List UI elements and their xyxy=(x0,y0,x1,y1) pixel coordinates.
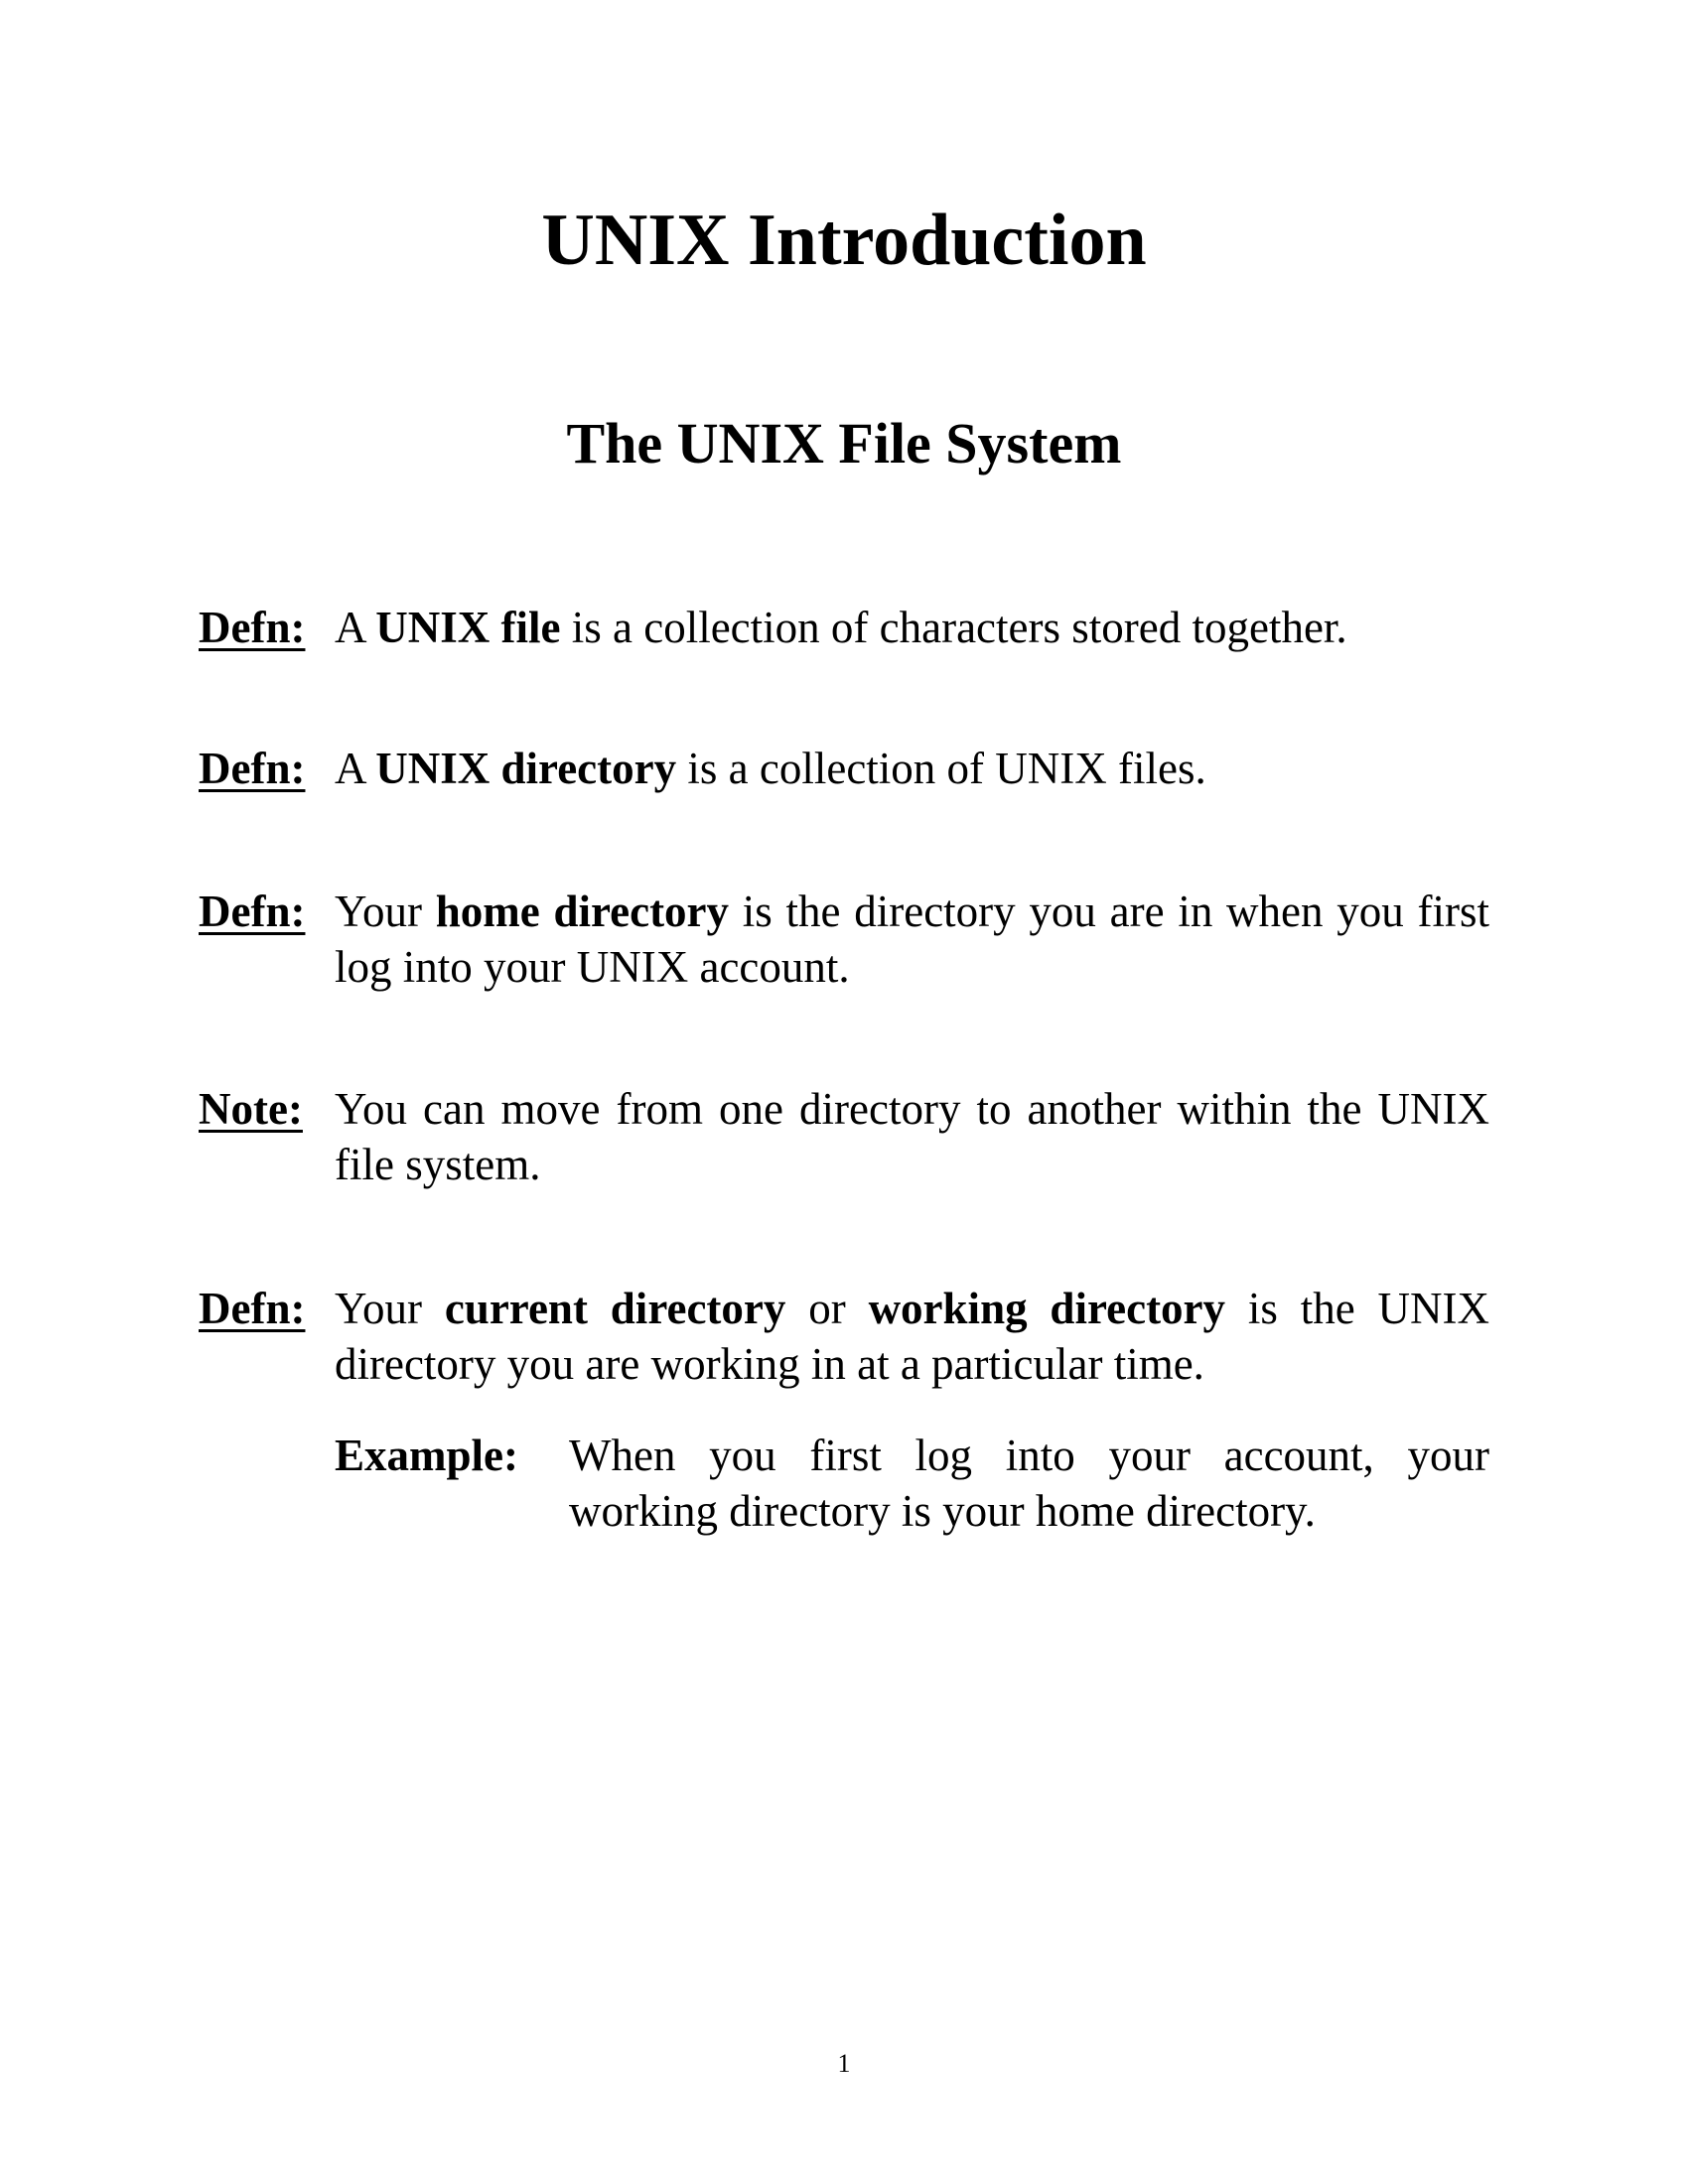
example-label: Example: xyxy=(335,1431,518,1480)
term-working-directory: working directory xyxy=(868,1284,1226,1333)
definition-current-directory xyxy=(199,1281,1489,1392)
entry-text: A UNIX directory is a collection of UNIX files. xyxy=(335,744,1206,793)
entry-text: Your current directory or working directory is the UNIX directory you are working in at a particular time. xyxy=(335,1284,1490,1389)
entry-label: Note: xyxy=(199,1084,303,1134)
entry-label: Defn: xyxy=(199,1284,306,1333)
definition-home-directory xyxy=(199,884,1489,995)
entry-label: Defn: xyxy=(199,603,306,652)
section-heading: The UNIX File System xyxy=(566,411,1122,476)
entry-text: You can move from one directory to another within the UNIX file system. xyxy=(335,1084,1489,1189)
definition-unix-directory xyxy=(199,741,1489,796)
term-current-directory: current directory xyxy=(444,1284,786,1333)
term-unix-directory: UNIX directory xyxy=(375,744,677,793)
entry-text: Your home directory is the directory you are in when you first log into your UNIX account. xyxy=(335,887,1489,992)
note-moving-directories xyxy=(199,1081,1489,1192)
entry-text: A UNIX file is a collection of characters stored together. xyxy=(335,603,1347,652)
term-unix-file: UNIX file xyxy=(375,603,561,652)
example-block xyxy=(335,1428,1489,1539)
page-title: UNIX Introduction xyxy=(541,200,1147,281)
entry-label: Defn: xyxy=(199,887,306,936)
example-text: When you first log into your account, your working directory is your home directory. xyxy=(569,1431,1489,1536)
page-number: 1 xyxy=(837,2049,851,2078)
term-home-directory: home directory xyxy=(435,887,730,936)
entry-label: Defn: xyxy=(199,744,306,793)
definition-unix-file xyxy=(199,600,1489,655)
